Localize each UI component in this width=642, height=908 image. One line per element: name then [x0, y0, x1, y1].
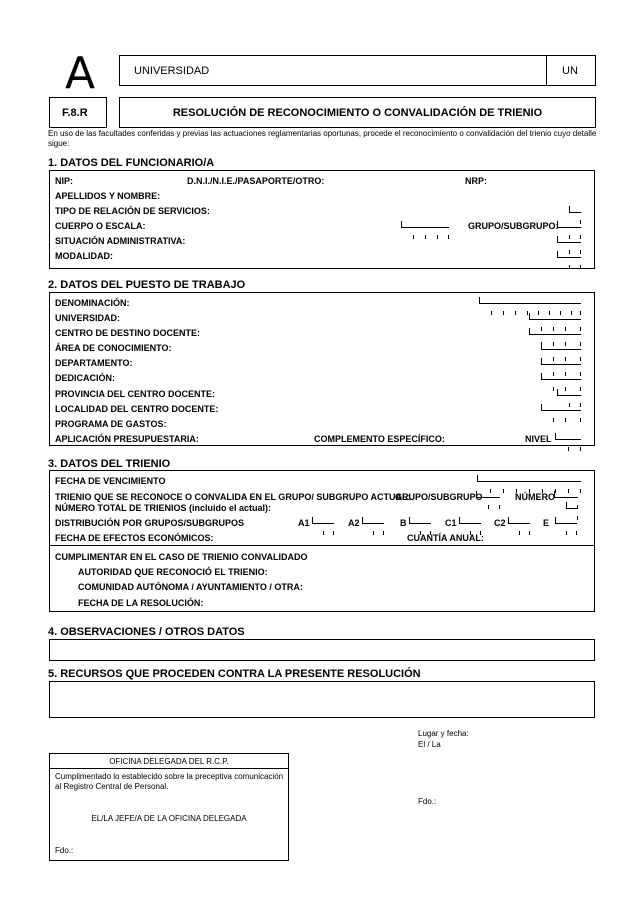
- programa-label: PROGRAMA DE GASTOS:: [55, 419, 167, 429]
- dedicacion-cells[interactable]: [541, 373, 581, 380]
- centro-cells[interactable]: [529, 328, 581, 335]
- provincia-cells[interactable]: [557, 389, 581, 396]
- area-label: ÁREA DE CONOCIMIENTO:: [55, 343, 172, 353]
- nip-label: NIP:: [55, 176, 73, 186]
- oficina-box: [49, 753, 289, 861]
- complemento-label: COMPLEMENTO ESPECÍFICO:: [314, 434, 445, 444]
- group-a2-cells[interactable]: [362, 517, 384, 524]
- area-cells[interactable]: [541, 343, 581, 350]
- grupo-cells[interactable]: [557, 221, 581, 228]
- modalidad-cells[interactable]: [557, 251, 581, 258]
- section4-title: 4. OBSERVACIONES / OTROS DATOS: [48, 626, 245, 638]
- tipo-label: TIPO DE RELACIÓN DE SERVICIOS:: [55, 206, 210, 216]
- section3-title: 3. DATOS DEL TRIENIO: [48, 458, 171, 470]
- form-letter: A: [64, 48, 96, 99]
- numero-label: NÚMERO: [515, 492, 555, 502]
- recursos-box[interactable]: [49, 681, 595, 718]
- localidad-cells[interactable]: [541, 404, 581, 411]
- section3-divider: [49, 545, 595, 546]
- dni-label: D.N.I./N.I.E./PASAPORTE/OTRO:: [187, 176, 325, 186]
- group-c1-cells[interactable]: [459, 517, 481, 524]
- nivel-cells[interactable]: [555, 433, 581, 440]
- group-a2-label: A2: [348, 518, 360, 528]
- oficina-text: Cumplimentado lo establecido sobre la preceptiva comunicación al Registro Central de Personal.: [55, 772, 284, 791]
- section1-title: 1. DATOS DEL FUNCIONARIO/A: [48, 157, 215, 169]
- cuantia-label: CUANTÍA ANUAL:: [407, 533, 484, 543]
- oficina-title: OFICINA DELEGADA DEL R.C.P.: [109, 757, 229, 766]
- university-code-box: [546, 55, 596, 86]
- cuerpo-label: CUERPO O ESCALA:: [55, 221, 146, 231]
- aplicacion-label: APLICACIÓN PRESUPUESTARIA:: [55, 434, 199, 444]
- departamento-label: DEPARTAMENTO:: [55, 358, 133, 368]
- universidad-label: UNIVERSIDAD:: [55, 313, 121, 323]
- situacion-label: SITUACIÓN ADMINISTRATIVA:: [55, 236, 186, 246]
- universidad-cells[interactable]: [529, 313, 581, 320]
- form-code-box: [49, 97, 107, 128]
- nivel-label: NIVEL: [525, 434, 552, 444]
- cumplimentar-label: CUMPLIMENTAR EN EL CASO DE TRIENIO CONVALIDADO: [55, 552, 308, 562]
- group-c2-cells[interactable]: [508, 517, 530, 524]
- fecha-resolucion-label: FECHA DE LA RESOLUCIÓN:: [78, 598, 204, 608]
- form-title: RESOLUCIÓN DE RECONOCIMIENTO O CONVALIDACIÓN DE TRIENIO: [172, 107, 543, 119]
- group-c2-label: C2: [494, 518, 506, 528]
- departamento-cells[interactable]: [541, 358, 581, 365]
- university-label: UNIVERSIDAD: [134, 65, 210, 77]
- grupo-subgrupo-cells[interactable]: [476, 491, 500, 498]
- form-code: F.8.R: [62, 107, 88, 119]
- denominacion-cells[interactable]: [479, 297, 581, 304]
- intro-text: En uso de las facultades conferidas y previas las actuaciones reglamentarias oportunas, procede el reconocimiento o convalidación del trienio cuyo detalle sigue:: [48, 129, 597, 148]
- group-c1-label: C1: [445, 518, 457, 528]
- situacion-cells[interactable]: [557, 236, 581, 243]
- grupo-subgrupo-label: GRUPO/SUBGRUPO: [395, 492, 483, 502]
- group-a1-label: A1: [298, 518, 310, 528]
- university-box: [119, 55, 547, 86]
- section5-title: 5. RECURSOS QUE PROCEDEN CONTRA LA PRESENTE RESOLUCIÓN: [48, 668, 421, 680]
- localidad-label: LOCALIDAD DEL CENTRO DOCENTE:: [55, 404, 219, 414]
- group-a1-cells[interactable]: [312, 517, 334, 524]
- section2-title: 2. DATOS DEL PUESTO DE TRABAJO: [48, 279, 246, 291]
- lugar-fecha-label: Lugar y fecha:: [418, 729, 469, 738]
- fdo-right-label: Fdo.:: [418, 797, 437, 806]
- nrp-label: NRP:: [465, 176, 487, 186]
- el-la-label: El / La: [418, 740, 441, 749]
- cuerpo-cells[interactable]: [401, 221, 449, 228]
- trienio-reconoce-label: TRIENIO QUE SE RECONOCE O CONVALIDA EN EL GRUPO/ SUBGRUPO ACTUAL:: [55, 492, 411, 502]
- provincia-label: PROVINCIA DEL CENTRO DOCENTE:: [55, 389, 216, 399]
- fecha-efectos-label: FECHA DE EFECTOS ECONÓMICOS:: [55, 533, 214, 543]
- jefe-label: EL/LA JEFE/A DE LA OFICINA DELEGADA: [91, 814, 247, 823]
- modalidad-label: MODALIDAD:: [55, 251, 113, 261]
- observaciones-box[interactable]: [49, 639, 595, 661]
- tipo-cells[interactable]: [569, 206, 581, 213]
- group-b-cells[interactable]: [409, 517, 431, 524]
- numero-cells[interactable]: [554, 491, 578, 498]
- university-code: UN: [562, 65, 578, 77]
- fecha-venc-cells[interactable]: [477, 475, 581, 482]
- form-title-box: [119, 97, 596, 128]
- apellidos-label: APELLIDOS Y NOMBRE:: [55, 191, 161, 201]
- autoridad-label: AUTORIDAD QUE RECONOCIÓ EL TRIENIO:: [78, 567, 268, 577]
- group-b-label: B: [400, 518, 407, 528]
- comunidad-label: COMUNIDAD AUTÓNOMA / AYUNTAMIENTO / OTRA:: [78, 582, 303, 592]
- group-e-label: E: [543, 518, 550, 528]
- denominacion-label: DENOMINACIÓN:: [55, 298, 130, 308]
- numero-total-label: NÚMERO TOTAL DE TRIENIOS (incluido el actual):: [55, 503, 272, 513]
- fdo-left-label: Fdo.:: [55, 846, 74, 855]
- grupo-label: GRUPO/SUBGRUPO:: [468, 221, 559, 231]
- centro-label: CENTRO DE DESTINO DOCENTE:: [55, 328, 201, 338]
- group-e-cells[interactable]: [555, 517, 577, 524]
- numero-total-cells[interactable]: [566, 502, 578, 509]
- dedicacion-label: DEDICACIÓN:: [55, 373, 115, 383]
- fecha-venc-label: FECHA DE VENCIMIENTO: [55, 476, 166, 486]
- distribucion-label: DISTRIBUCIÓN POR GRUPOS/SUBGRUPOS: [55, 518, 245, 528]
